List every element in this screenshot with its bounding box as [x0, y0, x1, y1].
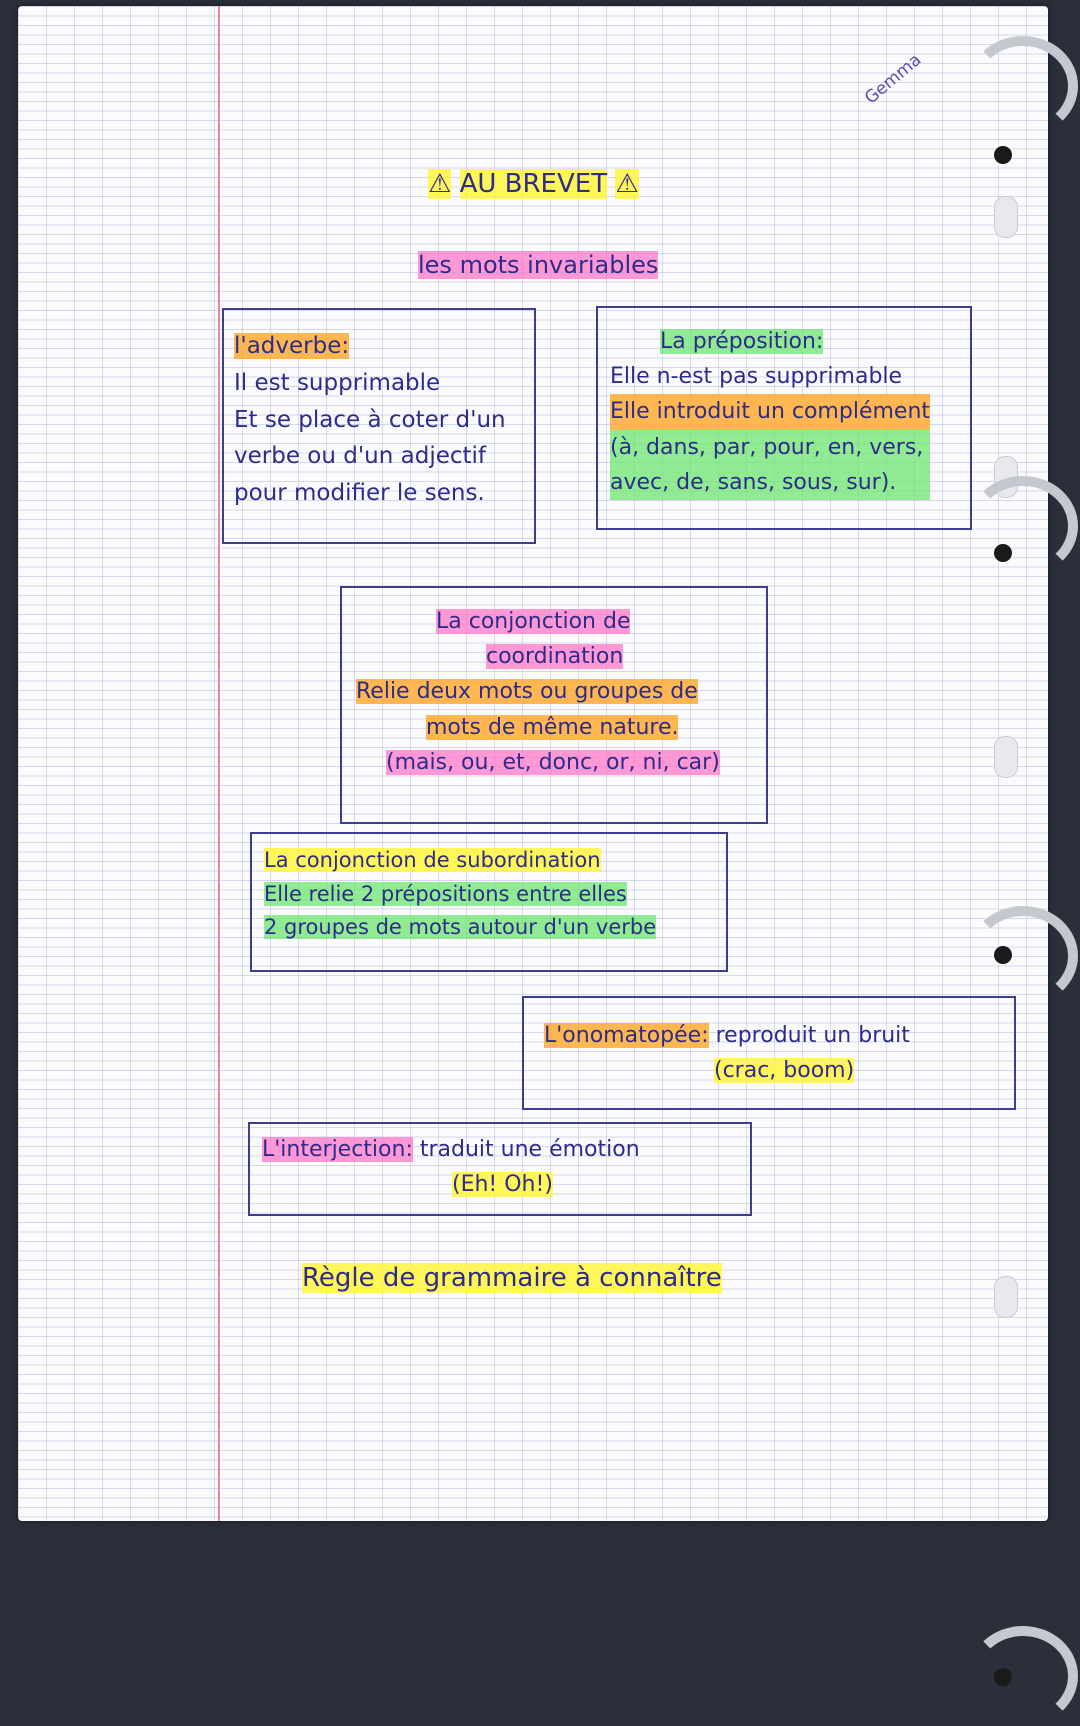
binder-ring-end: [994, 146, 1012, 164]
onomatopee-example: (crac, boom): [714, 1058, 855, 1084]
notebook-page: [18, 6, 1048, 1521]
conj-sub-box: [250, 832, 728, 972]
conj-sub-line: [264, 878, 656, 912]
preposition-box: [596, 306, 972, 530]
binder-ring: [968, 906, 1078, 1006]
conj-coord-line-text: (mais, ou, et, donc, or, ni, car): [386, 749, 720, 775]
conj-sub-line-text: 2 groupes de mots autour d'un verbe: [264, 915, 657, 940]
warning-triangle-icon: ⚠: [615, 169, 639, 199]
warning-triangle-icon: ⚠: [428, 169, 452, 199]
adverbe-content: [234, 328, 506, 512]
conj-coord-heading: coordination: [486, 644, 624, 670]
interjection-example: (Eh! Oh!): [452, 1172, 553, 1198]
conj-coord-box: [340, 586, 768, 824]
footer-note: [302, 1258, 722, 1300]
preposition-line: avec, de, sans, sous, sur).: [610, 465, 930, 500]
preposition-content: [610, 324, 930, 500]
onomatopee-text: reproduit un bruit: [715, 1023, 910, 1048]
conj-sub-content: [264, 844, 656, 945]
adverbe-heading: l'adverbe:: [234, 333, 350, 359]
conj-sub-heading: La conjonction de subordination: [264, 848, 601, 872]
adverbe-line: Il est supprimable: [234, 369, 441, 396]
binder-hole: [994, 736, 1018, 778]
page-subtitle: [418, 246, 658, 284]
conj-coord-line: [356, 674, 720, 709]
onomatopee-content: [544, 1018, 910, 1088]
preposition-line: (à, dans, par, pour, en, vers,: [610, 430, 930, 465]
preposition-line: Elle introduit un complément: [610, 394, 930, 429]
binder-ring-end: [994, 946, 1012, 964]
preposition-heading: La préposition:: [660, 329, 824, 354]
binder-ring-end: [994, 544, 1012, 562]
page-header: [428, 164, 639, 206]
conj-coord-content: [356, 604, 720, 780]
onomatopee-box: [522, 996, 1016, 1110]
adverbe-line: pour modifier le sens.: [234, 480, 485, 507]
preposition-line: Elle n-est pas supprimable: [610, 364, 903, 390]
interjection-text: traduit une émotion: [419, 1137, 640, 1162]
corner-note: Gemma: [861, 49, 926, 109]
footer-text: Règle de grammaire à connaître: [302, 1263, 722, 1293]
conj-coord-heading: La conjonction de: [436, 609, 631, 634]
interjection-heading: L'interjection:: [262, 1137, 413, 1162]
onomatopee-heading: L'onomatopée:: [544, 1023, 709, 1048]
interjection-content: [262, 1132, 640, 1202]
binder-hole: [994, 196, 1018, 238]
margin-line: [218, 6, 220, 1521]
conj-sub-line: [264, 911, 656, 945]
binder-ring: [968, 36, 1078, 136]
page-title: AU BREVET: [459, 169, 608, 199]
conj-sub-line-text: Elle relie 2 prépositions entre elles: [264, 881, 627, 906]
adverbe-box: [222, 308, 536, 544]
adverbe-line: verbe ou d'un adjectif: [234, 443, 487, 470]
adverbe-line: Et se place à coter d'un: [234, 406, 506, 433]
binder-ring-end: [994, 1668, 1012, 1686]
conj-coord-line: [356, 745, 720, 780]
conj-coord-line-text: Relie deux mots ou groupes de: [356, 679, 698, 705]
binder-ring: [968, 476, 1078, 576]
binder-hole: [994, 1276, 1018, 1318]
binder-ring: [968, 1626, 1078, 1726]
interjection-box: [248, 1122, 752, 1216]
conj-coord-line: [356, 710, 720, 745]
conj-coord-line-text: mots de même nature.: [426, 714, 679, 740]
subtitle-text: les mots invariables: [418, 251, 659, 279]
